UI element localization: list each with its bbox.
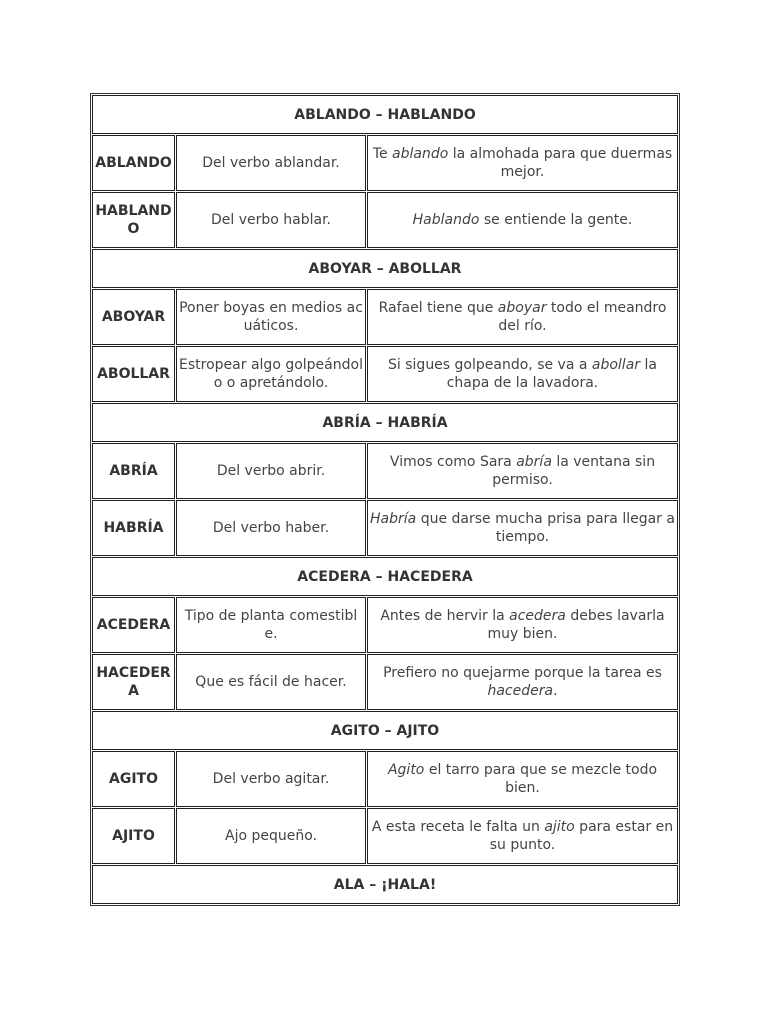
- example-text-before: Si sigues golpeando, se va a: [388, 357, 592, 373]
- definition-cell: Del verbo ablandar.: [176, 135, 366, 191]
- example-text-before: Te: [372, 146, 393, 162]
- example-text-before: Prefiero no quejarme porque la tarea es: [383, 665, 662, 681]
- example-cell: [367, 654, 678, 710]
- word-cell: ABOLLAR: [92, 346, 175, 402]
- definition-cell: Tipo de planta comestible.: [176, 597, 366, 653]
- table-row: [92, 135, 678, 191]
- table-row: [92, 654, 678, 710]
- example-cell: [367, 751, 678, 807]
- example-highlighted-word: Agito: [387, 762, 425, 778]
- example-text-after: se entiende la gente.: [479, 212, 633, 228]
- example-highlighted-word: abría: [516, 454, 552, 470]
- word-cell: HABLANDO: [92, 192, 175, 248]
- definition-cell: Estropear algo golpeándolo o apretándolo.: [176, 346, 366, 402]
- example-cell: [367, 443, 678, 499]
- definition-cell: Que es fácil de hacer.: [176, 654, 366, 710]
- example-highlighted-word: abollar: [591, 357, 641, 373]
- group-header: ALA – ¡HALA!: [92, 865, 678, 904]
- group-header-row: [92, 95, 678, 134]
- group-header: ACEDERA – HACEDERA: [92, 557, 678, 596]
- example-cell: [367, 808, 678, 864]
- word-cell: HACEDERA: [92, 654, 175, 710]
- example-highlighted-word: Hablando: [412, 212, 480, 228]
- table-row: [92, 597, 678, 653]
- example-cell: [367, 135, 678, 191]
- example-text-before: Vimos como Sara: [389, 454, 517, 470]
- example-text-before: Antes de hervir la: [380, 608, 510, 624]
- definition-cell: Poner boyas en medios acuáticos.: [176, 289, 366, 345]
- example-highlighted-word: aboyar: [497, 300, 547, 316]
- example-highlighted-word: ablando: [392, 146, 449, 162]
- example-cell: [367, 597, 678, 653]
- word-cell: AGITO: [92, 751, 175, 807]
- table-row: [92, 192, 678, 248]
- example-highlighted-word: ajito: [544, 819, 575, 835]
- example-text-after: la almohada para que duermas mejor.: [448, 146, 673, 180]
- group-header-row: [92, 249, 678, 288]
- table-row: [92, 808, 678, 864]
- word-cell: AJITO: [92, 808, 175, 864]
- group-header: ABRÍA – HABRÍA: [92, 403, 678, 442]
- definition-cell: Del verbo abrir.: [176, 443, 366, 499]
- example-text-before: Rafael tiene que: [378, 300, 498, 316]
- example-text-before: A esta receta le falta un: [371, 819, 545, 835]
- example-highlighted-word: acedera: [509, 608, 566, 624]
- group-header-row: [92, 403, 678, 442]
- example-cell: [367, 500, 678, 556]
- word-cell: ABOYAR: [92, 289, 175, 345]
- example-cell: [367, 192, 678, 248]
- example-text-after: la ventana sin permiso.: [492, 454, 656, 488]
- group-header-row: [92, 865, 678, 904]
- definition-cell: Del verbo agitar.: [176, 751, 366, 807]
- example-text-after: debes lavarla muy bien.: [487, 608, 665, 642]
- group-header: ABLANDO – HABLANDO: [92, 95, 678, 134]
- document-page: [90, 93, 680, 906]
- group-header-row: [92, 557, 678, 596]
- example-text-after: que darse mucha prisa para llegar a tiempo.: [416, 511, 675, 545]
- word-cell: HABRÍA: [92, 500, 175, 556]
- example-text-after: la chapa de la lavadora.: [446, 357, 657, 391]
- example-highlighted-word: Habría: [370, 511, 417, 527]
- example-text-after: para estar en su punto.: [489, 819, 674, 853]
- table-row: [92, 500, 678, 556]
- table-body: [92, 95, 678, 904]
- definition-cell: Del verbo hablar.: [176, 192, 366, 248]
- group-header: ABOYAR – ABOLLAR: [92, 249, 678, 288]
- example-cell: [367, 346, 678, 402]
- word-cell: ACEDERA: [92, 597, 175, 653]
- word-cell: ABRÍA: [92, 443, 175, 499]
- definition-cell: Del verbo haber.: [176, 500, 366, 556]
- homophones-table: [90, 93, 680, 906]
- word-cell: ABLANDO: [92, 135, 175, 191]
- example-cell: [367, 289, 678, 345]
- example-text-after: todo el meandro del río.: [498, 300, 667, 334]
- example-text-after: .: [553, 683, 558, 699]
- table-row: [92, 443, 678, 499]
- table-row: [92, 751, 678, 807]
- group-header-row: [92, 711, 678, 750]
- table-row: [92, 289, 678, 345]
- group-header: AGITO – AJITO: [92, 711, 678, 750]
- definition-cell: Ajo pequeño.: [176, 808, 366, 864]
- table-row: [92, 346, 678, 402]
- example-text-after: el tarro para que se mezcle todo bien.: [424, 762, 658, 796]
- example-highlighted-word: hacedera: [487, 683, 554, 699]
